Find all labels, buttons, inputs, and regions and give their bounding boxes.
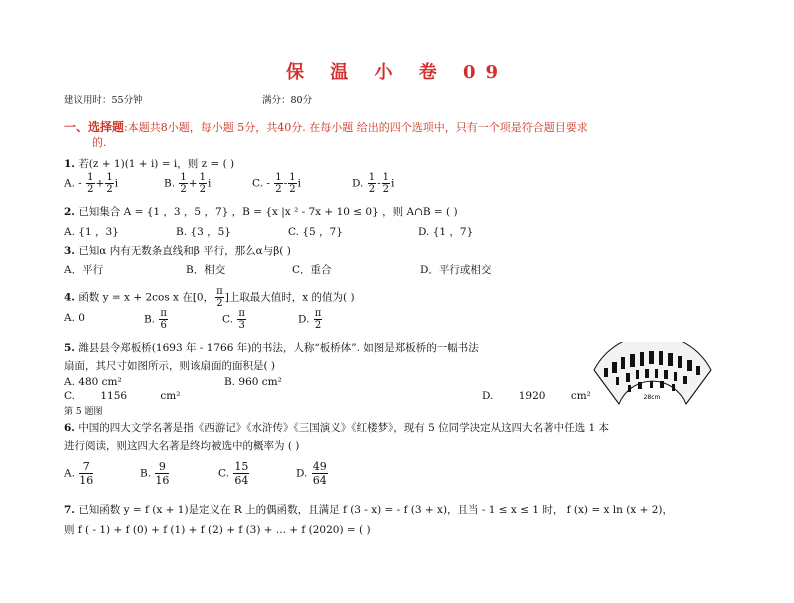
question-number: 7. — [64, 504, 75, 516]
q6-option-c: C. $\frac{15}{64}$ — [218, 460, 249, 487]
question-number: 1. — [64, 158, 75, 170]
q5-option-a: A. 480 cm² — [64, 376, 122, 388]
q1-option-b: B. $\frac{1}{2}$ + $\frac{1}{2}$ i — [164, 172, 212, 195]
section-header — [64, 118, 588, 135]
q6-option-d: D. $\frac{49}{64}$ — [296, 460, 327, 487]
question-5: 5. 潍县县令郑板桥(1693 年 - 1766 年)的书法，人称“板桥体”. 如图是郑板桥的一幅书法 — [64, 342, 479, 354]
suggested-time: 建议用时：55分钟 — [64, 95, 143, 106]
figure-caption: 第 5 题图 — [64, 407, 103, 417]
question-stem: 若(z + 1)(1 + i) = i，则 z = ( ) — [78, 158, 235, 170]
question-5-line2: 扇面，其尺寸如图所示，则该扇面的面积是( ) — [64, 360, 276, 372]
q1-option-a: A. - $\frac{1}{2}$ + $\frac{1}{2}$ i — [64, 172, 119, 195]
fan-dimension-label: 28cm — [643, 394, 661, 401]
question-number: 2. — [64, 206, 75, 218]
q6-option-a: A. $\frac{7}{16}$ — [64, 460, 94, 487]
question-number: 4. — [64, 291, 75, 304]
q4-option-a: A. 0 — [64, 312, 85, 324]
q2-option-c: C. {5 ，7} — [288, 226, 343, 238]
q2-option-a: A. {1 ，3} — [64, 226, 119, 238]
question-number: 6. — [64, 422, 75, 434]
q3-option-c: C．重合 — [292, 264, 332, 276]
section-heading: 一、选择题 — [64, 120, 125, 134]
question-7: 7. 已知函数 y = f (x + 1)是定义在 R 上的偶函数，且满足 f (3 - x) = - f (3 + x)，且当 - 1 ≤ x ≤ 1 时， f (x) = x ln (x + 2)， — [64, 504, 673, 516]
question-7-line2: 则 f ( - 1) + f (0) + f (1) + f (2) + f (3) + ... + f (2020) = ( ) — [64, 524, 371, 536]
q5-option-d: D. 1920 cm² — [482, 390, 591, 402]
question-number: 3. — [64, 245, 75, 257]
question-4: 4. 函数 y = x + 2cos x 在[0， $\frac{\pi}{2}$ ]上取最大值时，x 的值为( ) — [64, 286, 355, 309]
fan-calligraphy-figure — [590, 342, 715, 412]
q5-option-b: B. 960 cm² — [224, 376, 282, 388]
question-6-line2: 进行阅读，则这四大名著是终均被选中的概率为 ( ) — [64, 440, 300, 452]
question-number: 5. — [64, 342, 75, 354]
q3-option-a: A．平行 — [64, 264, 104, 276]
full-score: 满分：80分 — [262, 95, 313, 106]
q6-option-b: B. $\frac{9}{16}$ — [140, 460, 170, 487]
section-description-cont: 的. — [92, 136, 107, 149]
section-description: :本题共8小题，每小题 5分，共40分. 在每小题 给出的四个选项中，只有一个项是符合题目要求 — [124, 121, 588, 134]
q4-option-c: C. $\frac{\pi}{3}$ — [222, 308, 245, 331]
question-3 — [64, 243, 291, 258]
q1-option-c: C. - $\frac{1}{2}$ - $\frac{1}{2}$ i — [252, 172, 301, 195]
question-stem: 已知集合 A = {1 ，3 ，5 ，7} ，B = {x |x ² - 7x + 10 ≤ 0} ，则 A∩B = ( ) — [78, 206, 458, 218]
q2-option-b: B. {3 ，5} — [176, 226, 231, 238]
q3-option-d: D．平行或相交 — [420, 264, 492, 276]
q1-option-d: D. $\frac{1}{2}$ - $\frac{1}{2}$ i — [352, 172, 395, 195]
question-stem: 已知α 内有无数条直线和β 平行，那么α与β( ) — [78, 245, 291, 257]
q5-option-c: C. 1156 cm² — [64, 390, 181, 402]
question-6: 6. 中国的四大文学名著是指《西游记》《水浒传》《三国演义》《红楼梦》，现有 5 位同学决定从这四大名著中任选 1 本 — [64, 422, 610, 434]
page-title: 保 温 小 卷 09 — [285, 62, 509, 83]
question-2 — [64, 204, 458, 219]
question-1 — [64, 156, 234, 171]
q3-option-b: B．相交 — [186, 264, 226, 276]
q2-option-d: D. {1 ，7} — [418, 226, 474, 238]
q4-option-d: D. $\frac{\pi}{2}$ — [298, 308, 322, 331]
q4-option-b: B. $\frac{\pi}{6}$ — [144, 308, 167, 331]
